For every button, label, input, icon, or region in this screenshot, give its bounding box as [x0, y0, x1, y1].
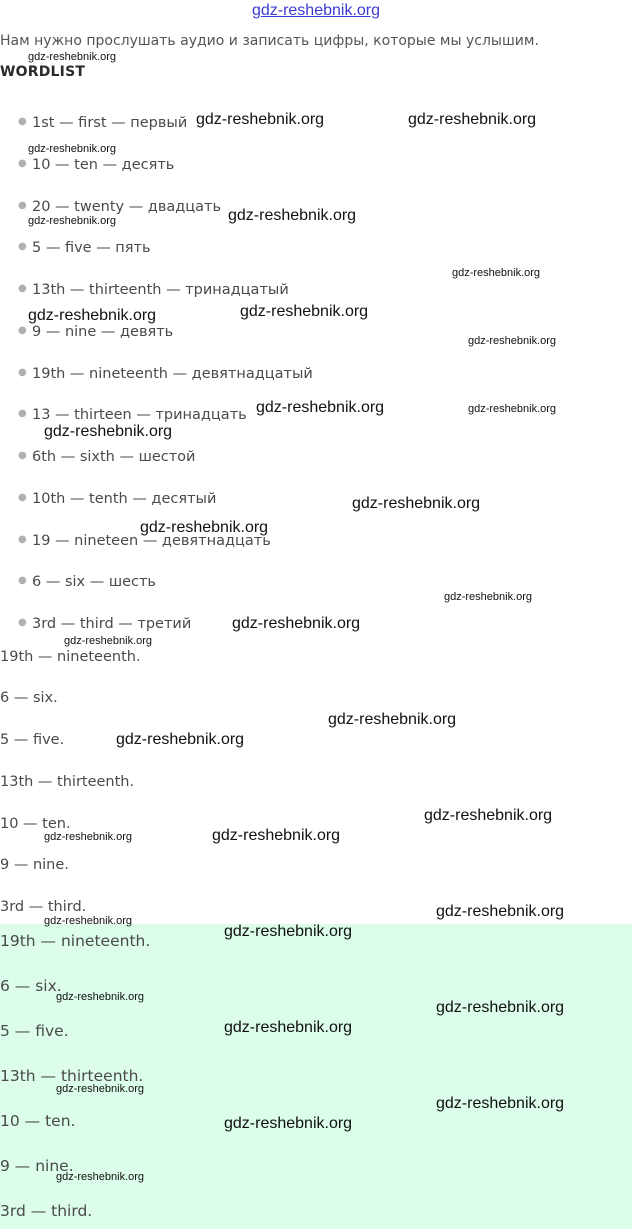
- list-item: ● 19th — nineteenth — девятнадцатый: [18, 366, 313, 382]
- bullet-icon: ●: [18, 450, 27, 461]
- watermark: gdz-reshebnik.org: [436, 903, 565, 920]
- list-item: ● 1st — first — первый: [18, 115, 188, 131]
- watermark: gdz-reshebnik.org: [436, 999, 565, 1016]
- watermark: gdz-reshebnik.org: [44, 831, 133, 843]
- watermark: gdz-reshebnik.org: [444, 591, 533, 603]
- bullet-icon: ●: [18, 575, 27, 586]
- watermark: gdz-reshebnik.org: [212, 827, 341, 844]
- site-title[interactable]: gdz-reshebnik.org: [251, 2, 381, 19]
- list-item: ● 19 — nineteen — девятнадцать: [18, 533, 271, 549]
- list-item: ● 3rd — third — третий: [18, 616, 192, 632]
- answer-line: 19th — nineteenth.: [0, 649, 141, 665]
- answer-line: 3rd — third.: [0, 899, 87, 915]
- list-item: ● 10th — tenth — десятый: [18, 491, 217, 507]
- watermark: gdz-reshebnik.org: [64, 635, 153, 647]
- watermark: gdz-reshebnik.org: [140, 519, 269, 536]
- watermark: gdz-reshebnik.org: [452, 267, 541, 279]
- list-item: ● 6 — six — шесть: [18, 574, 156, 590]
- answer-line: 10 — ten.: [0, 1112, 76, 1130]
- bullet-icon: ●: [18, 325, 27, 336]
- list-item: ● 20 — twenty — двадцать: [18, 199, 222, 215]
- list-item: ● 13th — thirteenth — тринадцатый: [18, 282, 289, 298]
- watermark: gdz-reshebnik.org: [44, 423, 173, 440]
- watermark: gdz-reshebnik.org: [352, 495, 481, 512]
- list-item: ● 13 — thirteen — тринадцать: [18, 407, 247, 423]
- watermark: gdz-reshebnik.org: [240, 303, 369, 320]
- answer-panel: [0, 924, 632, 1229]
- bullet-icon: ●: [18, 283, 27, 294]
- bullet-icon: ●: [18, 241, 27, 252]
- answer-line: 9 — nine.: [0, 857, 69, 873]
- watermark: gdz-reshebnik.org: [44, 915, 133, 927]
- bullet-icon: ●: [18, 200, 27, 211]
- list-item: ● 10 — ten — десять: [18, 157, 175, 173]
- bullet-icon: ●: [18, 408, 27, 419]
- list-item: ● 5 — five — пять: [18, 240, 151, 256]
- watermark: gdz-reshebnik.org: [408, 111, 537, 128]
- watermark: gdz-reshebnik.org: [256, 399, 385, 416]
- watermark: gdz-reshebnik.org: [56, 1083, 145, 1095]
- watermark: gdz-reshebnik.org: [228, 207, 357, 224]
- bullet-icon: ●: [18, 367, 27, 378]
- answer-line: 19th — nineteenth.: [0, 932, 151, 950]
- watermark: gdz-reshebnik.org: [28, 143, 117, 155]
- answer-line: 6 — six.: [0, 977, 62, 995]
- answer-line: 5 — five.: [0, 732, 65, 748]
- answer-line: 3rd — third.: [0, 1202, 93, 1220]
- watermark: gdz-reshebnik.org: [28, 307, 157, 324]
- answer-line: 10 — ten.: [0, 816, 71, 832]
- list-item: ● 9 — nine — девять: [18, 324, 174, 340]
- bullet-icon: ●: [18, 534, 27, 545]
- watermark: gdz-reshebnik.org: [468, 403, 557, 415]
- watermark: gdz-reshebnik.org: [224, 923, 353, 940]
- watermark: gdz-reshebnik.org: [196, 111, 325, 128]
- bullet-icon: ●: [18, 492, 27, 503]
- answer-line: 6 — six.: [0, 690, 58, 706]
- watermark: gdz-reshebnik.org: [424, 807, 553, 824]
- watermark: gdz-reshebnik.org: [28, 51, 117, 63]
- list-item: ● 6th — sixth — шестой: [18, 449, 196, 465]
- answer-line: 5 — five.: [0, 1022, 69, 1040]
- bullet-icon: ●: [18, 116, 27, 127]
- watermark: gdz-reshebnik.org: [224, 1019, 353, 1036]
- watermark: gdz-reshebnik.org: [116, 731, 245, 748]
- answer-line: 13th — thirteenth.: [0, 774, 135, 790]
- wordlist-heading: WORDLIST: [0, 64, 86, 80]
- bullet-icon: ●: [18, 617, 27, 628]
- watermark: gdz-reshebnik.org: [328, 711, 457, 728]
- watermark: gdz-reshebnik.org: [56, 1171, 145, 1183]
- watermark: gdz-reshebnik.org: [224, 1115, 353, 1132]
- watermark: gdz-reshebnik.org: [232, 615, 361, 632]
- instruction-text: Нам нужно прослушать аудио и записать цифры, которые мы услышим.: [0, 33, 539, 49]
- watermark: gdz-reshebnik.org: [56, 991, 145, 1003]
- watermark: gdz-reshebnik.org: [28, 215, 117, 227]
- answer-line: 9 — nine.: [0, 1157, 74, 1175]
- answer-line: 13th — thirteenth.: [0, 1067, 144, 1085]
- watermark: gdz-reshebnik.org: [468, 335, 557, 347]
- watermark: gdz-reshebnik.org: [436, 1095, 565, 1112]
- bullet-icon: ●: [18, 158, 27, 169]
